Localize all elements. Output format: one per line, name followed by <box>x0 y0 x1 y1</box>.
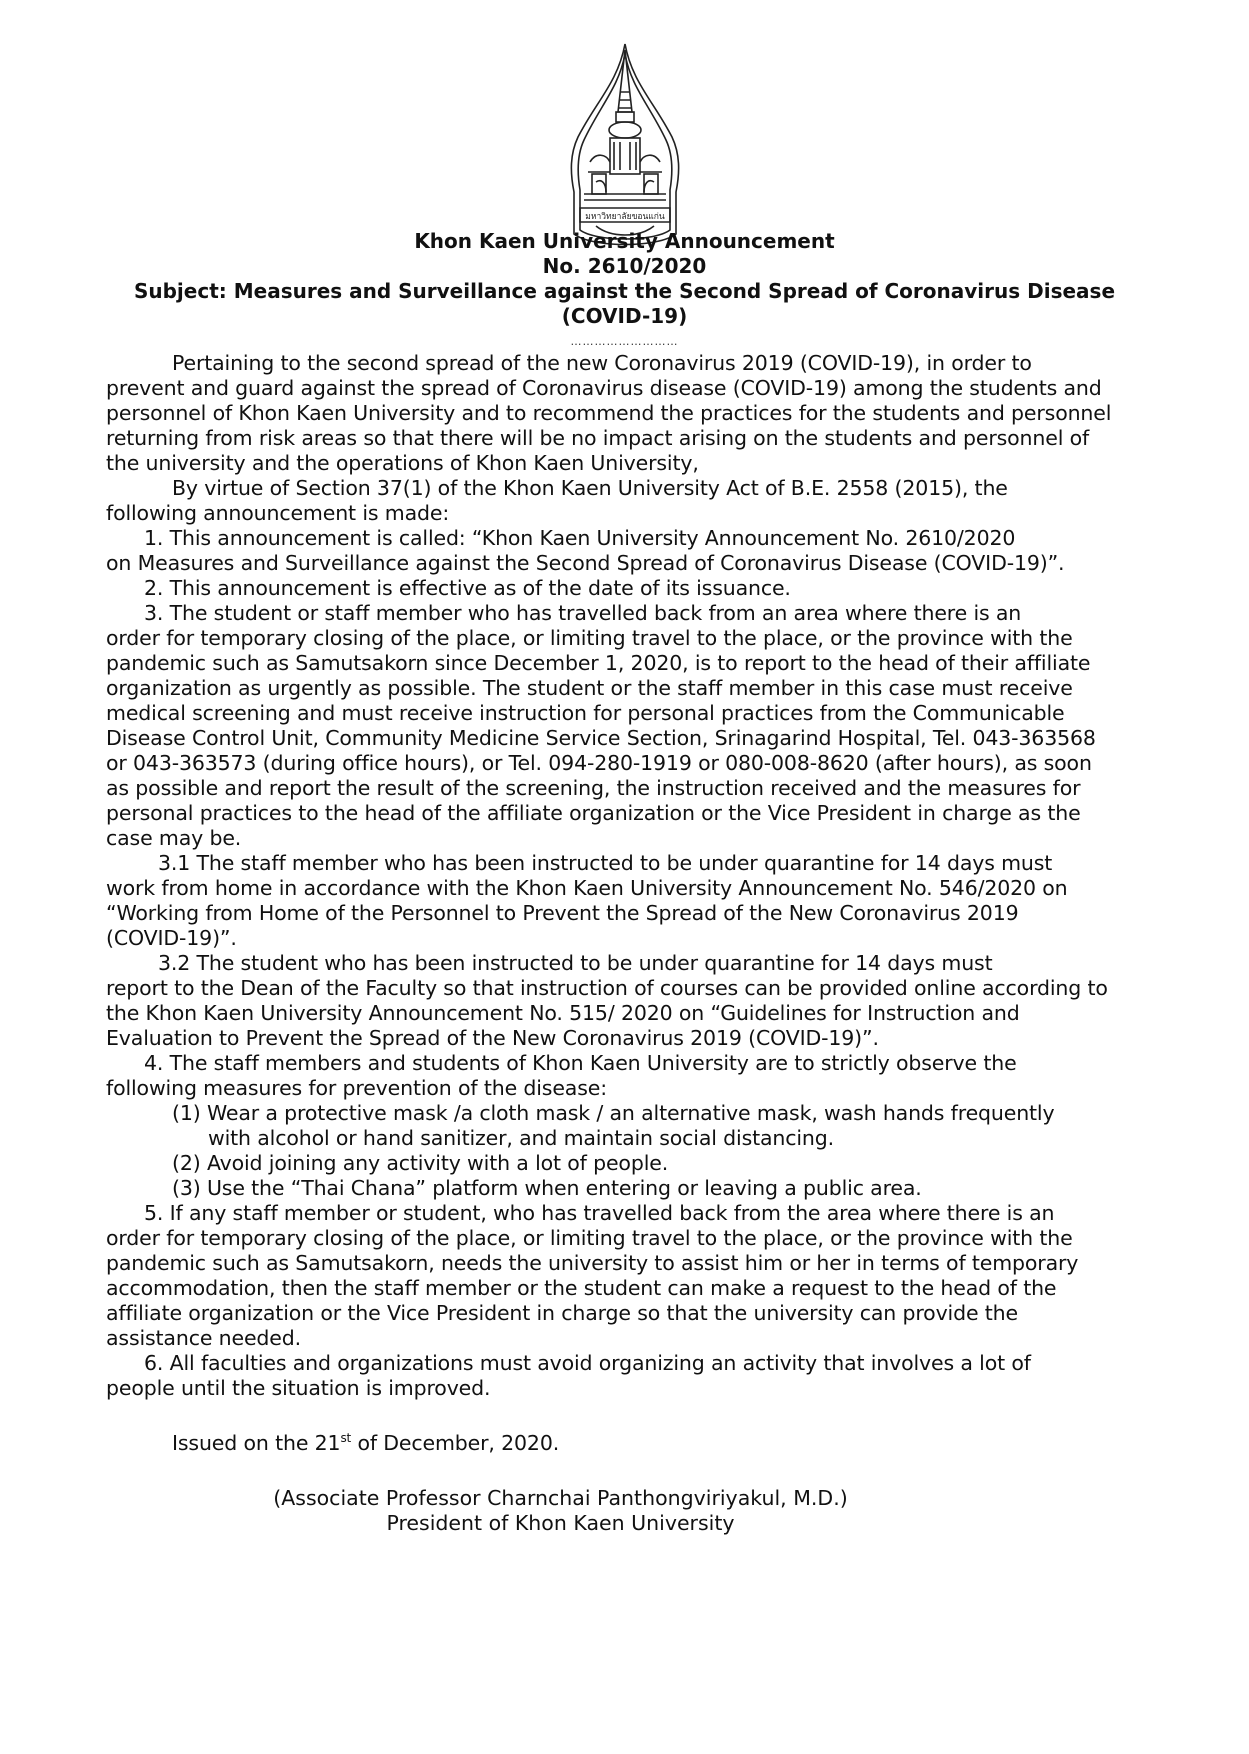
body-line: as possible and report the result of the screening, the instruction received and the measures for <box>106 776 1081 800</box>
issued-suffix: of December, 2020. <box>351 1431 560 1455</box>
body-line: following announcement is made: <box>106 501 450 525</box>
body-line: “Working from Home of the Personnel to Prevent the Spread of the New Coronavirus 2019 <box>106 901 1019 925</box>
body-line: pandemic such as Samutsakorn since December 1, 2020, is to report to the head of their affiliate <box>106 651 1091 675</box>
body-line: affiliate organization or the Vice President in charge so that the university can provide the <box>106 1301 1018 1325</box>
body-line: Evaluation to Prevent the Spread of the New Coronavirus 2019 (COVID-19)”. <box>106 1026 879 1050</box>
body-line: report to the Dean of the Faculty so that instruction of courses can be provided online according to <box>106 976 1108 1000</box>
body-line: 5. If any staff member or student, who has travelled back from the area where there is an <box>144 1201 1055 1225</box>
seal-caption: มหาวิทยาลัยขอนแก่น <box>585 212 665 222</box>
body-line: the university and the operations of Khon Kaen University, <box>106 451 699 475</box>
signatory-title: President of Khon Kaen University <box>386 1511 735 1535</box>
body-line: following measures for prevention of the disease: <box>106 1076 607 1100</box>
body-line: prevent and guard against the spread of Coronavirus disease (COVID-19) among the students and <box>106 376 1102 400</box>
body-line: Pertaining to the second spread of the new Coronavirus 2019 (COVID-19), in order to <box>172 351 1032 375</box>
separator-dots: ……………………… <box>570 335 679 348</box>
body-line: (COVID-19)”. <box>106 926 237 950</box>
body-line: medical screening and must receive instruction for personal practices from the Communicable <box>106 701 1065 725</box>
body-line: 1. This announcement is called: “Khon Kaen University Announcement No. 2610/2020 <box>144 526 1016 550</box>
body-line: By virtue of Section 37(1) of the Khon Kaen University Act of B.E. 2558 (2015), the <box>172 476 1008 500</box>
body-line: 3. The student or staff member who has travelled back from an area where there is an <box>144 601 1022 625</box>
issued-ordinal: st <box>340 1431 352 1445</box>
announcement-subject-continued: (COVID-19) <box>561 304 688 328</box>
body-line: 3.1 The staff member who has been instructed to be under quarantine for 14 days must <box>158 851 1053 875</box>
issued-prefix: Issued on the 21 <box>172 1431 341 1455</box>
body-line: case may be. <box>106 826 242 850</box>
body-line: pandemic such as Samutsakorn, needs the university to assist him or her in terms of temporary <box>106 1251 1079 1275</box>
body-line: accommodation, then the staff member or the student can make a request to the head of the <box>106 1276 1057 1300</box>
body-line: assistance needed. <box>106 1326 301 1350</box>
announcement-subject: Subject: Measures and Surveillance against the Second Spread of Coronavirus Disease <box>133 279 1116 303</box>
body-line: the Khon Kaen University Announcement No. 515/ 2020 on “Guidelines for Instruction and <box>106 1001 1020 1025</box>
body-line: or 043-363573 (during office hours), or Tel. 094-280-1919 or 080-008-8620 (after hours), as soon <box>106 751 1092 775</box>
body-line: 6. All faculties and organizations must avoid organizing an activity that involves a lot of <box>144 1351 1031 1375</box>
body-line: with alcohol or hand sanitizer, and maintain social distancing. <box>208 1126 834 1150</box>
body-line: returning from risk areas so that there will be no impact arising on the students and personnel of <box>106 426 1090 450</box>
body-line: people until the situation is improved. <box>106 1376 491 1400</box>
body-line: personal practices to the head of the affiliate organization or the Vice President in charge as the <box>106 801 1081 825</box>
announcement-title: Khon Kaen University Announcement <box>414 229 835 253</box>
body-line: 3.2 The student who has been instructed to be under quarantine for 14 days must <box>158 951 993 975</box>
body-line: (2) Avoid joining any activity with a lot of people. <box>172 1151 669 1175</box>
body-line: organization as urgently as possible. The student or the staff member in this case must receive <box>106 676 1073 700</box>
body-line: order for temporary closing of the place, or limiting travel to the place, or the province with the <box>106 1226 1073 1250</box>
body-line: work from home in accordance with the Khon Kaen University Announcement No. 546/2020 on <box>106 876 1068 900</box>
body-line: 2. This announcement is effective as of the date of its issuance. <box>144 576 791 600</box>
body-line: 4. The staff members and students of Khon Kaen University are to strictly observe the <box>144 1051 1017 1075</box>
body-line: Disease Control Unit, Community Medicine Service Section, Srinagarind Hospital, Tel. 043-363568 <box>106 726 1096 750</box>
body-line: order for temporary closing of the place, or limiting travel to the place, or the province with the <box>106 626 1073 650</box>
university-seal-logo <box>566 42 684 252</box>
body-line: (3) Use the “Thai Chana” platform when entering or leaving a public area. <box>172 1176 922 1200</box>
body-line: on Measures and Surveillance against the Second Spread of Coronavirus Disease (COVID-19)”. <box>106 551 1065 575</box>
body-line: personnel of Khon Kaen University and to recommend the practices for the students and personnel <box>106 401 1112 425</box>
body-line: (1) Wear a protective mask /a cloth mask / an alternative mask, wash hands frequently <box>172 1101 1055 1125</box>
issued-date <box>172 1424 559 1457</box>
announcement-number: No. 2610/2020 <box>542 254 707 278</box>
signatory-name: (Associate Professor Charnchai Panthongviriyakul, M.D.) <box>273 1486 848 1510</box>
